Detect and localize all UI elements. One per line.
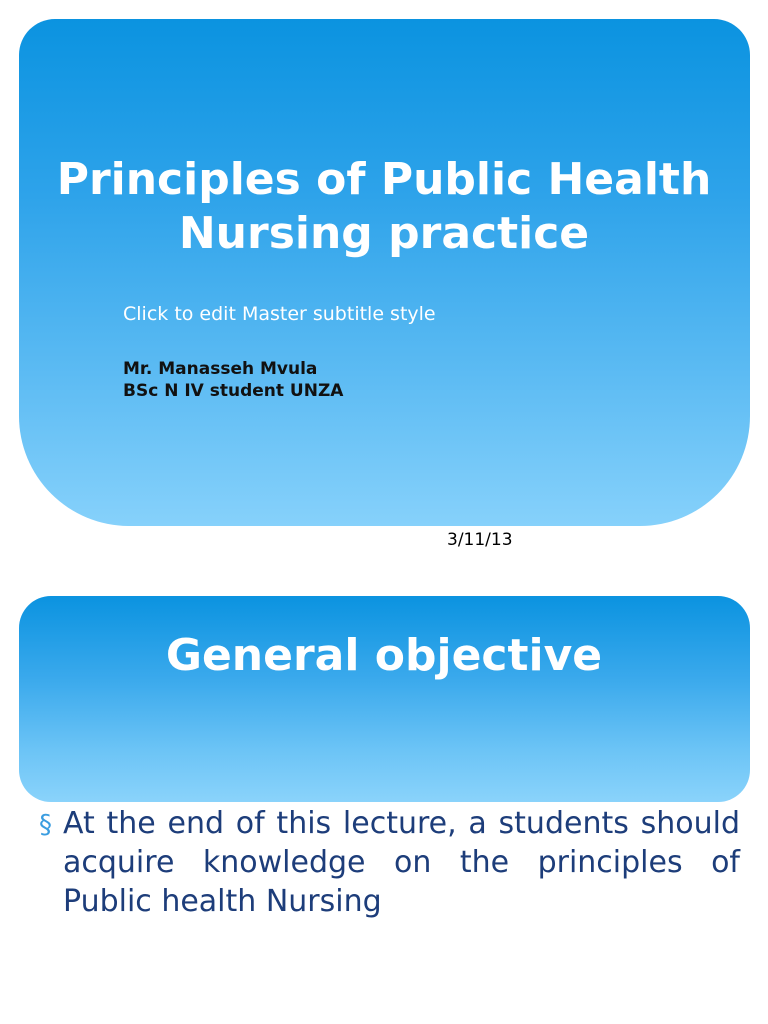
author-role: BSc N IV student UNZA (123, 381, 344, 401)
objective-slide-title: General objective (165, 630, 603, 681)
bullet-icon: § (39, 810, 52, 840)
slide-date: 3/11/13 (447, 530, 513, 550)
author-name: Mr. Manasseh Mvula (123, 359, 318, 379)
objective-bullet-text: At the end of this lecture, a students should acquire knowledge on the principles of Public health Nursing (63, 806, 740, 919)
presentation-title: Principles of Public Health Nursing practice (56, 154, 712, 259)
title-slide-background (19, 19, 750, 526)
subtitle-placeholder: Click to edit Master subtitle style (123, 303, 436, 325)
